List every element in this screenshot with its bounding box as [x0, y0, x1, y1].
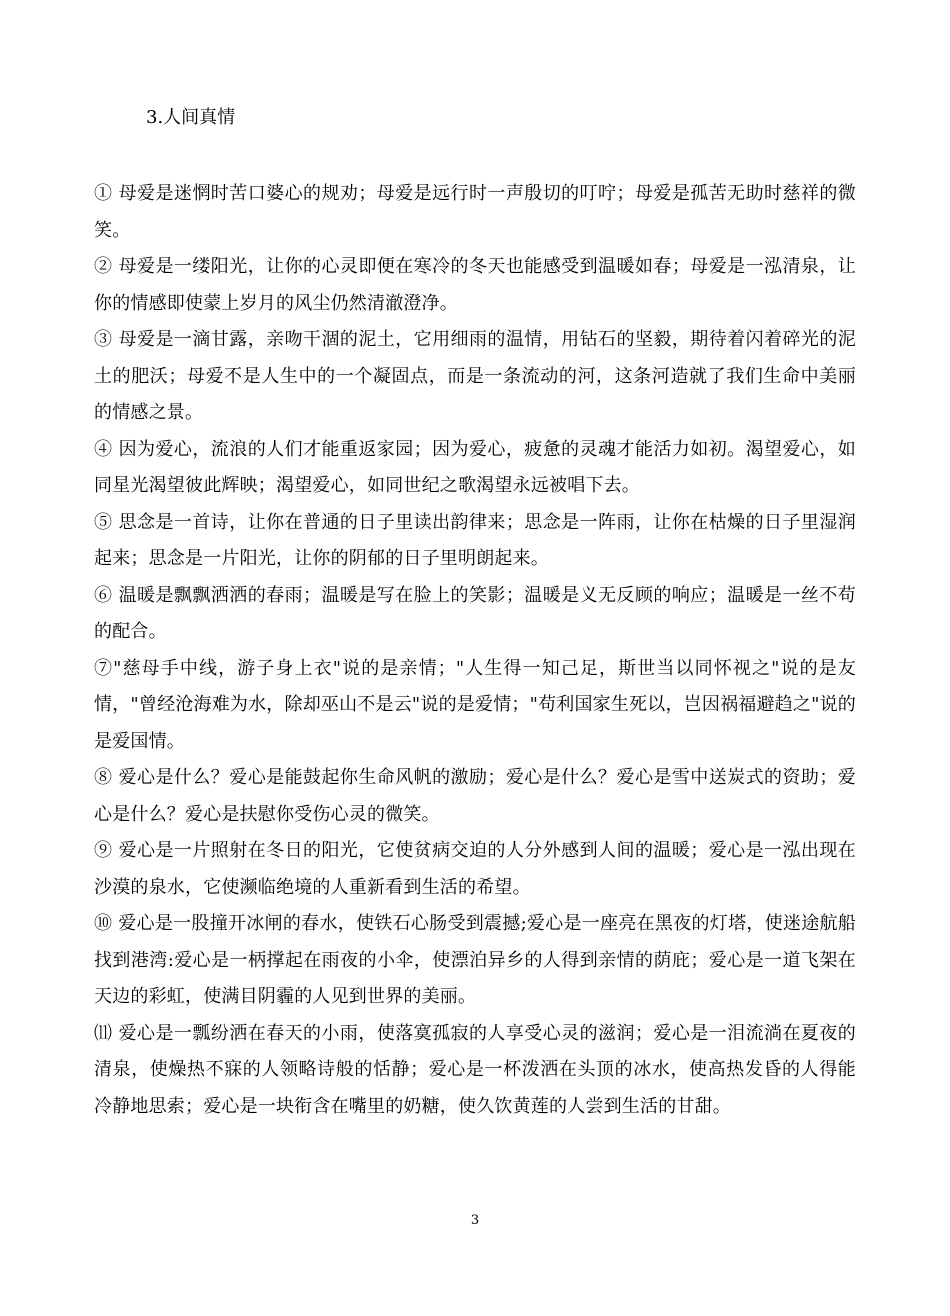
paragraph-6: ⑥ 温暖是飘飘洒洒的春雨；温暖是写在脸上的笑影；温暖是义无反顾的响应；温暖是一丝不苟的配合。	[94, 584, 856, 642]
page-number: 3	[470, 1213, 480, 1228]
paragraph-1: ① 母爱是迷惘时苦口婆心的规劝；母爱是远行时一声殷切的叮咛；母爱是孤苦无助时慈祥的微笑。	[94, 183, 856, 241]
paragraph-7: ⑦"慈母手中线，游子身上衣"说的是亲情；"人生得一知己足，斯世当以同怀视之"说的是友情，"曾经沧海难为水，除却巫山不是云"说的是爱情；"苟利国家生死以，岂因祸福避趋之"说的是爱国情。	[94, 657, 856, 752]
paragraph-5: ⑤ 思念是一首诗，让你在普通的日子里读出韵律来；思念是一阵雨，让你在枯燥的日子里湿润起来；思念是一片阳光，让你的阴郁的日子里明朗起来。	[94, 511, 856, 569]
paragraph-11: ⑾ 爱心是一瓢纷洒在春天的小雨，使落寞孤寂的人享受心灵的滋润；爱心是一泪流淌在夏夜的清泉，使燥热不寐的人领略诗般的恬静；爱心是一杯泼洒在头顶的冰水，使高热发昏的人得能冷静地思索；爱心是一块衔含在嘴里的奶糖，使久饮黄莲的人尝到生活的甘甜。	[94, 1022, 856, 1117]
paragraph-4: ④ 因为爱心，流浪的人们才能重返家园；因为爱心，疲惫的灵魂才能活力如初。渴望爱心，如同星光渴望彼此辉映；渴望爱心，如同世纪之歌渴望永远被唱下去。	[94, 438, 856, 496]
body-text	[94, 176, 856, 1125]
paragraph-10: ⑩ 爱心是一股撞开冰闸的春水，使铁石心肠受到震撼;爱心是一座亮在黑夜的灯塔，使迷途航船找到港湾:爱心是一柄撑起在雨夜的小伞，使漂泊异乡的人得到亲情的荫庇；爱心是一道飞架在天边的彩虹，使满目阴霾的人见到世界的美丽。	[94, 913, 856, 1007]
paragraph-3: ③ 母爱是一滴甘露，亲吻干涸的泥土，它用细雨的温情，用钻石的坚毅，期待着闪着碎光的泥土的肥沃；母爱不是人生中的一个凝固点，而是一条流动的河，这条河造就了我们生命中美丽的情感之景。	[94, 329, 856, 423]
paragraph-2: ② 母爱是一缕阳光，让你的心灵即便在寒冷的冬天也能感受到温暖如春；母爱是一泓清泉，让你的情感即使蒙上岁月的风尘仍然清澈澄净。	[94, 256, 856, 314]
paragraph-8: ⑧ 爱心是什么？爱心是能鼓起你生命风帆的激励；爱心是什么？爱心是雪中送炭式的资助；爱心是什么？爱心是扶慰你受伤心灵的微笑。	[94, 767, 856, 825]
paragraph-9: ⑨ 爱心是一片照射在冬日的阳光，它使贫病交迫的人分外感到人间的温暖；爱心是一泓出现在沙漠的泉水，它使濒临绝境的人重新看到生活的希望。	[94, 840, 856, 898]
section-heading: 3.人间真情	[146, 107, 236, 128]
